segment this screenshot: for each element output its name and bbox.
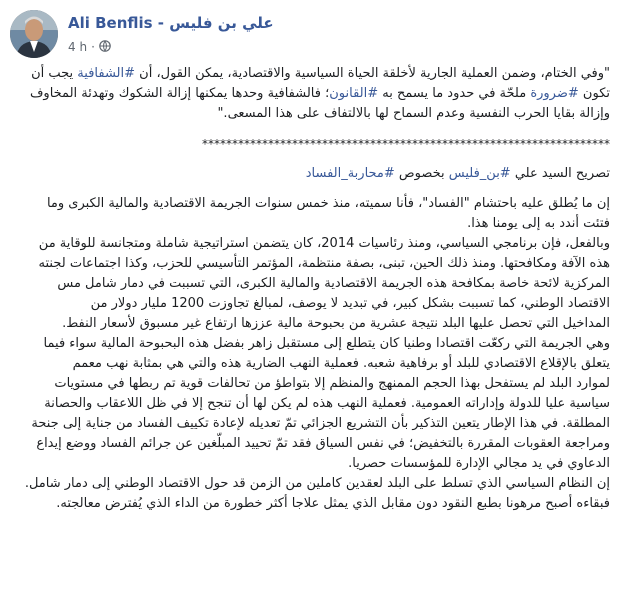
paragraph-program-line: ومراجعة العقوبات المقررة بالتخفيض؛ في نفس السياق فقد تمّ تحييد المبلّغين عن جرائم الفساد ووضع إيداع bbox=[36, 436, 610, 451]
text-run: تكون bbox=[578, 86, 610, 101]
paragraph-program-line: المركزية لائحة خاصة بمكافحة هذه الجريمة الاقتصادية والمالية الكبرى، التي تسببت في دمار شامل مس bbox=[57, 276, 610, 291]
post-header bbox=[10, 6, 610, 60]
text-run: يجب أن bbox=[31, 66, 78, 81]
paragraph-conclusion-line-2 bbox=[12, 84, 610, 104]
hashtag-necessity[interactable]: #ضرورة bbox=[530, 86, 579, 101]
paragraph-corruption-line-2: فتئت أندد به إلى يومنا هذا. bbox=[467, 216, 610, 231]
author-name[interactable]: Ali Benflis - علي بن فليس bbox=[68, 14, 274, 32]
paragraph-program-line: المداخيل التي تحصل عليها البلد نتيجة عشرية من بحبوحة مالية عززها ارتفاع غير مسبوق لأسعار النفط. bbox=[62, 316, 610, 331]
paragraph-regime-line: إن النظام السياسي الذي تسلط على البلد لعقدين كاملين من الزمن قد حول الاقتصاد الوطني إلى دمار شامل. bbox=[24, 476, 610, 491]
hashtag-law[interactable]: #القانون bbox=[329, 86, 379, 101]
paragraph-program-line: يتعلق بالإقلاع الاقتصادي للبلد أو برفاهية شعبه. فعملية النهب الضارية هذه والتي هي بمثابة نهب معمم bbox=[72, 356, 610, 371]
paragraph-program-line: الدعاوي في يد مجالي الإدارة للمؤسسات حصريا. bbox=[348, 456, 610, 471]
paragraph-program-line: سياسية عليا للدولة وإداراته العمومية. فعملية النهب هذه لم يكن لها أن تنجح إلا في ظل اللاعقاب والحصانة bbox=[44, 396, 610, 411]
post-meta bbox=[68, 40, 111, 55]
text-run: ملحّة في حدود ما يسمح به bbox=[378, 86, 531, 101]
paragraph-conclusion-line-1 bbox=[12, 64, 610, 84]
paragraph-regime-line: فبقاءه أصبح مرهونا بطبع النقود دون مقابل الذي يمثل علاجا أكثر خطورة من الداء الذي يُفترض معالجته. bbox=[56, 496, 610, 511]
profile-photo bbox=[10, 10, 58, 58]
meta-separator: · bbox=[91, 40, 95, 54]
text-run: "وفي الختام، وضمن العملية الجارية لأخلقة الحياة السياسية والاقتصادية، يمكن القول، أن bbox=[135, 66, 610, 81]
paragraph-program-line: الاقتصاد الوطني، كما تسببت بشكل كبير، في تبديد لا يوصف، لمبالغ تجاوزت 1200 مليار دولار من bbox=[90, 296, 610, 311]
text-run: ؛ فالشفافية وحدها يمكنها إزالة الشكوك وتهدئة المخاوف bbox=[29, 86, 330, 101]
avatar[interactable] bbox=[10, 10, 58, 58]
paragraph-program-line: وهي الجريمة التي ركعّت اقتصادا وطنيا كان يتطلع إلى مستقبل زاهر بفضل هذه البحبوحة المالية سواء فيما bbox=[43, 336, 610, 351]
paragraph-program-line: وبالفعل، فإن برنامجي السياسي، ومنذ رئاسيات 2014، كان يتضمن استراتيجية شاملة ومتجانسة للوقاية من bbox=[38, 236, 610, 251]
globe-icon bbox=[99, 40, 111, 55]
hashtag-transparency[interactable]: #الشفافية bbox=[77, 66, 136, 81]
hashtag-fight-corruption[interactable]: #محاربة_الفساد bbox=[305, 166, 395, 181]
hashtag-benflis[interactable]: #بن_فليس bbox=[448, 166, 511, 181]
text-run: بخصوص bbox=[394, 166, 449, 181]
statement-title bbox=[12, 164, 610, 184]
paragraph-program-line: هذه الآفة ومكافحتها. ومنذ ذلك الحين، تبنى، بصفة منتظمة، المؤتمر التأسيسي للحزب، وكذا اجتماعات لجنته bbox=[38, 256, 610, 271]
post-body bbox=[12, 64, 610, 514]
paragraph-program-line: لموارد البلد لم يستفحل بهذا الحجم الممنهج والمنظم إلا بتواطؤ من تحالفات قوية تم ربطها في مستويات bbox=[54, 376, 610, 391]
text-run: تصريح السيد علي bbox=[510, 166, 610, 181]
paragraph-corruption-line-1: إن ما يُطلق عليه باحتشام "الفساد"، فأنا سميته، منذ خمس سنوات الجريمة الاقتصادية والمالية الكبرى وما bbox=[46, 196, 610, 211]
paragraph-program-line: المطلقة. في هذا الإطار يتعين التذكير بأن التشريع الجزائي تمّ تعديله لإعادة تكييف الفساد من جناية إلى جنحة bbox=[31, 416, 610, 431]
post-timestamp[interactable]: 4 h bbox=[68, 40, 88, 54]
paragraph-conclusion-line-3: وإزالة بقايا الحرب النفسية وعدم السماح لها بالالتفاف على هذا المسعى." bbox=[217, 106, 610, 121]
stars-divider: ******************************************************************** bbox=[202, 137, 610, 151]
